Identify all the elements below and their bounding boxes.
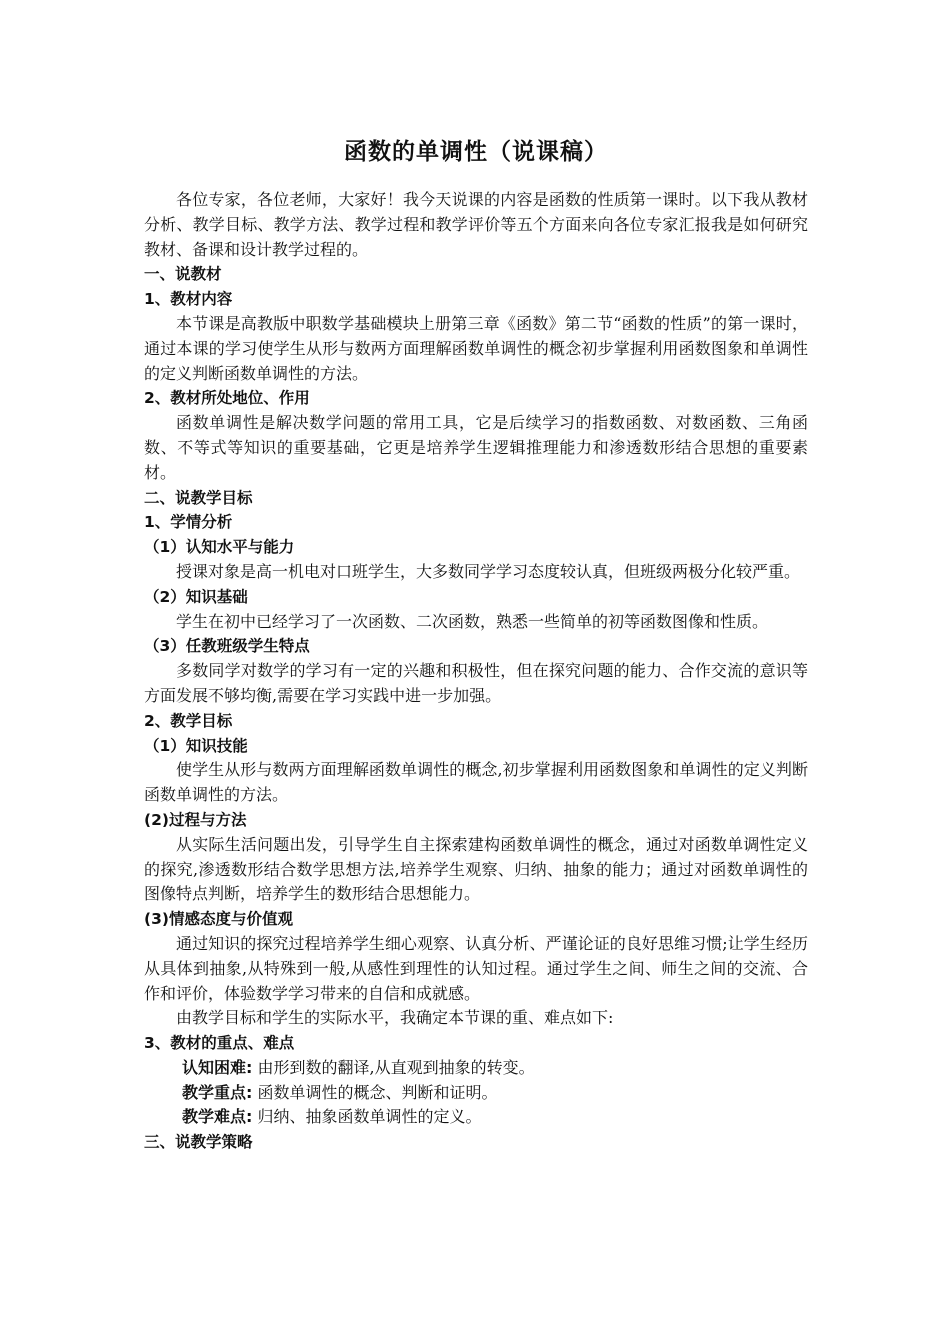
subsection-heading: 1、教材内容 [144, 290, 233, 309]
key-point-label: 教学难点: [182, 1107, 253, 1127]
key-point-value: 归纳、抽象函数单调性的定义。 [257, 1107, 482, 1127]
subsection-heading: 3、教材的重点、难点 [144, 1034, 295, 1053]
key-point-row [144, 1081, 808, 1106]
paragraph: 使学生从形与数两方面理解函数单调性的概念,初步掌握利用函数图象和单调性的定义判断函数单调性的方法。 [144, 760, 808, 805]
item-heading: （3）任教班级学生特点 [144, 637, 310, 656]
key-point-label: 认知困难: [182, 1057, 253, 1077]
key-point-row [144, 1056, 808, 1081]
item-heading: （1）认知水平与能力 [144, 538, 295, 557]
subsection-heading: 2、教材所处地位、作用 [144, 389, 310, 408]
key-point-value: 函数单调性的概念、判断和证明。 [257, 1082, 498, 1102]
section-heading: 一、说教材 [144, 265, 222, 284]
key-point-row [144, 1105, 808, 1130]
paragraph: 学生在初中已经学习了一次函数、二次函数，熟悉一些简单的初等函数图像和性质。 [176, 611, 769, 631]
item-heading: (3)情感态度与价值观 [144, 910, 293, 929]
item-heading: （2）知识基础 [144, 587, 248, 606]
key-point-label: 教学重点: [182, 1082, 253, 1102]
subsection-heading: 2、教学目标 [144, 711, 233, 730]
subsection-heading: 1、学情分析 [144, 513, 233, 532]
document-title: 函数的单调性（说课稿） [344, 139, 608, 165]
paragraph: 授课对象是高一机电对口班学生，大多数同学学习态度较认真，但班级两极分化较严重。 [176, 561, 801, 581]
item-heading: (2)过程与方法 [144, 810, 247, 829]
paragraph: 函数单调性是解决数学问题的常用工具，它是后续学习的指数函数、对数函数、三角函数、不等式等知识的重要基础，它更是培养学生逻辑推理能力和渗透数形结合思想的重要素材。 [144, 413, 808, 482]
paragraph: 从实际生活问题出发，引导学生自主探索建构函数单调性的概念，通过对函数单调性定义的探究,渗透数形结合数学思想方法,培养学生观察、归纳、抽象的能力；通过对函数单调性的图像特点判断，培养学生的数形结合思想能力。 [144, 834, 808, 904]
intro-paragraph: 各位专家，各位老师，大家好！我今天说课的内容是函数的性质第一课时。以下我从教材分析、教学目标、教学方法、教学过程和教学评价等五个方面来向各位专家汇报我是如何研究教材、备课和设计教学过程的。 [144, 190, 808, 259]
section-heading: 三、说教学策略 [144, 1133, 253, 1152]
key-point-value: 由形到数的翻译,从直观到抽象的转变。 [257, 1057, 535, 1077]
document-page [144, 122, 808, 1155]
paragraph: 由教学目标和学生的实际水平，我确定本节课的重、难点如下: [176, 1008, 614, 1028]
paragraph: 多数同学对数学的学习有一定的兴趣和积极性，但在探究问题的能力、合作交流的意识等方面发展不够均衡,需要在学习实践中进一步加强。 [144, 661, 808, 705]
item-heading: （1）知识技能 [144, 736, 248, 755]
paragraph: 本节课是高教版中职数学基础模块上册第三章《函数》第二节“函数的性质”的第一课时，通过本课的学习使学生从形与数两方面理解函数单调性的概念初步掌握利用函数图象和单调性的定义判断函数单调性的方法。 [144, 313, 808, 383]
paragraph: 通过知识的探究过程培养学生细心观察、认真分析、严谨论证的良好思维习惯;让学生经历从具体到抽象,从特殊到一般,从感性到理性的认知过程。通过学生之间、师生之间的交流、合作和评价，体验数学学习带来的自信和成就感。 [144, 933, 808, 1003]
section-heading: 二、说教学目标 [144, 488, 253, 507]
